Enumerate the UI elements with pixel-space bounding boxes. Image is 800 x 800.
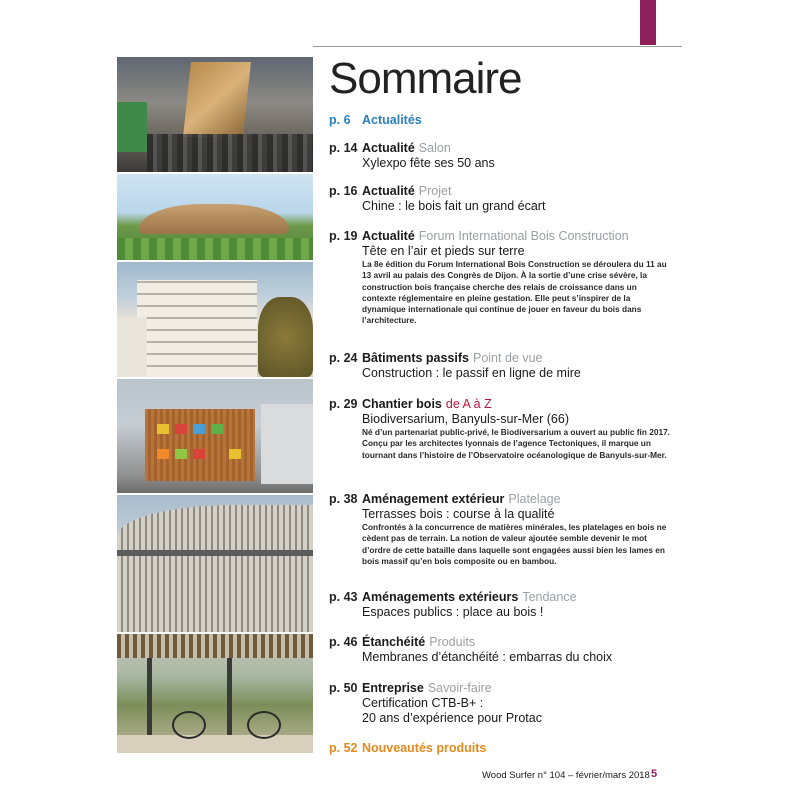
- page-number: p. 46: [329, 635, 358, 649]
- description: La 8e édition du Forum International Bois Construction se déroulera du 11 au 13 avril au palais des Congrès de Dijon. À la sortie d’une crise sévère, la construction bois française cherche des relais de croissance dans un contexte réglementaire en pleine gestation. Elle peut s’inspirer de la dynamique internationale qui continue de jouer en faveur du bois dans l’architecture.: [362, 259, 667, 326]
- top-rule: [313, 46, 682, 47]
- page-number: p. 29: [329, 397, 358, 411]
- page-number: p. 43: [329, 590, 358, 604]
- headline-continued: 20 ans d’expérience pour Protac: [362, 711, 542, 725]
- toc-entry[interactable]: [329, 396, 669, 461]
- photo-white-building: [117, 262, 313, 377]
- toc-entry[interactable]: [329, 183, 669, 214]
- headline: Construction : le passif en ligne de mire: [362, 366, 581, 380]
- headline: Espaces publics : place au bois !: [362, 605, 544, 619]
- headline: Biodiversarium, Banyuls-sur-Mer (66): [362, 412, 570, 426]
- headline: Membranes d’étanchéité : embarras du choix: [362, 650, 613, 664]
- section-name: Aménagements extérieurs: [362, 590, 519, 604]
- page-number: p. 16: [329, 184, 358, 198]
- section-name: Nouveautés produits: [362, 741, 487, 755]
- section-tag: Platelage: [508, 492, 561, 506]
- photo-terrace: [117, 634, 313, 753]
- description: Confrontés à la concurrence de matières minérales, les platelages en bois ne cèdent pas de terrain. La notion de valeur ajoutée semble devenir le mot d’ordre de cette bataille dans laquelle sont engagées aussi bien les lames en bois massif qu’en bois composite ou en bambou.: [362, 522, 667, 566]
- photo-trade-show: [117, 57, 313, 172]
- toc-entry[interactable]: [329, 112, 669, 128]
- toc-entry[interactable]: [329, 491, 669, 567]
- section-name: Chantier bois: [362, 397, 442, 411]
- section-name: Aménagement extérieur: [362, 492, 505, 506]
- headline: Terrasses bois : course à la qualité: [362, 507, 555, 521]
- section-name: Actualités: [362, 113, 422, 127]
- headline: Chine : le bois fait un grand écart: [362, 199, 546, 213]
- section-name: Actualité: [362, 141, 415, 155]
- photo-biodiversarium: [117, 379, 313, 493]
- section-name: Bâtiments passifs: [362, 351, 469, 365]
- page-number: p. 50: [329, 681, 358, 695]
- page-number: p. 52: [329, 741, 358, 755]
- section-name: Entreprise: [362, 681, 424, 695]
- description: Né d’un partenariat public-privé, le Biodiversarium a ouvert au public fin 2017. Conçu par les architectes lyonnais de l’agence Tectoniques, il marque un tournant dans l’histoire de l’Observatoire océanologique de Banyuls-sur-Mer.: [362, 427, 670, 460]
- page-title: Sommaire: [329, 54, 522, 103]
- section-tag: Forum International Bois Construction: [418, 229, 629, 243]
- accent-bar: [640, 0, 656, 45]
- section-name: Actualité: [362, 229, 415, 243]
- photo-curved-facade: [117, 495, 313, 632]
- toc-entry[interactable]: [329, 634, 669, 665]
- section-tag: Savoir-faire: [427, 681, 492, 695]
- footer-page-number: 5: [651, 768, 658, 780]
- section-tag: Point de vue: [472, 351, 543, 365]
- headline: Xylexpo fête ses 50 ans: [362, 156, 495, 170]
- toc-entry[interactable]: [329, 228, 669, 327]
- section-tag: Produits: [429, 635, 476, 649]
- toc-entry[interactable]: [329, 589, 669, 620]
- toc-entry[interactable]: [329, 740, 669, 756]
- section-name: Étanchéité: [362, 635, 426, 649]
- headline: Certification CTB-B+ :: [362, 696, 484, 710]
- page-number: p. 24: [329, 351, 358, 365]
- page-number: p. 38: [329, 492, 358, 506]
- section-tag: Tendance: [522, 590, 577, 604]
- photo-china-stadium: [117, 174, 313, 260]
- toc-entry[interactable]: [329, 680, 669, 726]
- section-tag: Salon: [418, 141, 451, 155]
- photo-column: [117, 57, 313, 753]
- toc-entry[interactable]: [329, 350, 669, 381]
- page-number: p. 6: [329, 113, 351, 127]
- toc-entry[interactable]: [329, 140, 669, 171]
- section-name: Actualité: [362, 184, 415, 198]
- page-number: p. 19: [329, 229, 358, 243]
- section-tag: de A à Z: [445, 397, 492, 411]
- footer-issue: Wood Surfer n° 104 – février/mars 2018: [482, 770, 650, 781]
- headline: Tête en l’air et pieds sur terre: [362, 244, 525, 258]
- section-tag: Projet: [418, 184, 452, 198]
- page-number: p. 14: [329, 141, 358, 155]
